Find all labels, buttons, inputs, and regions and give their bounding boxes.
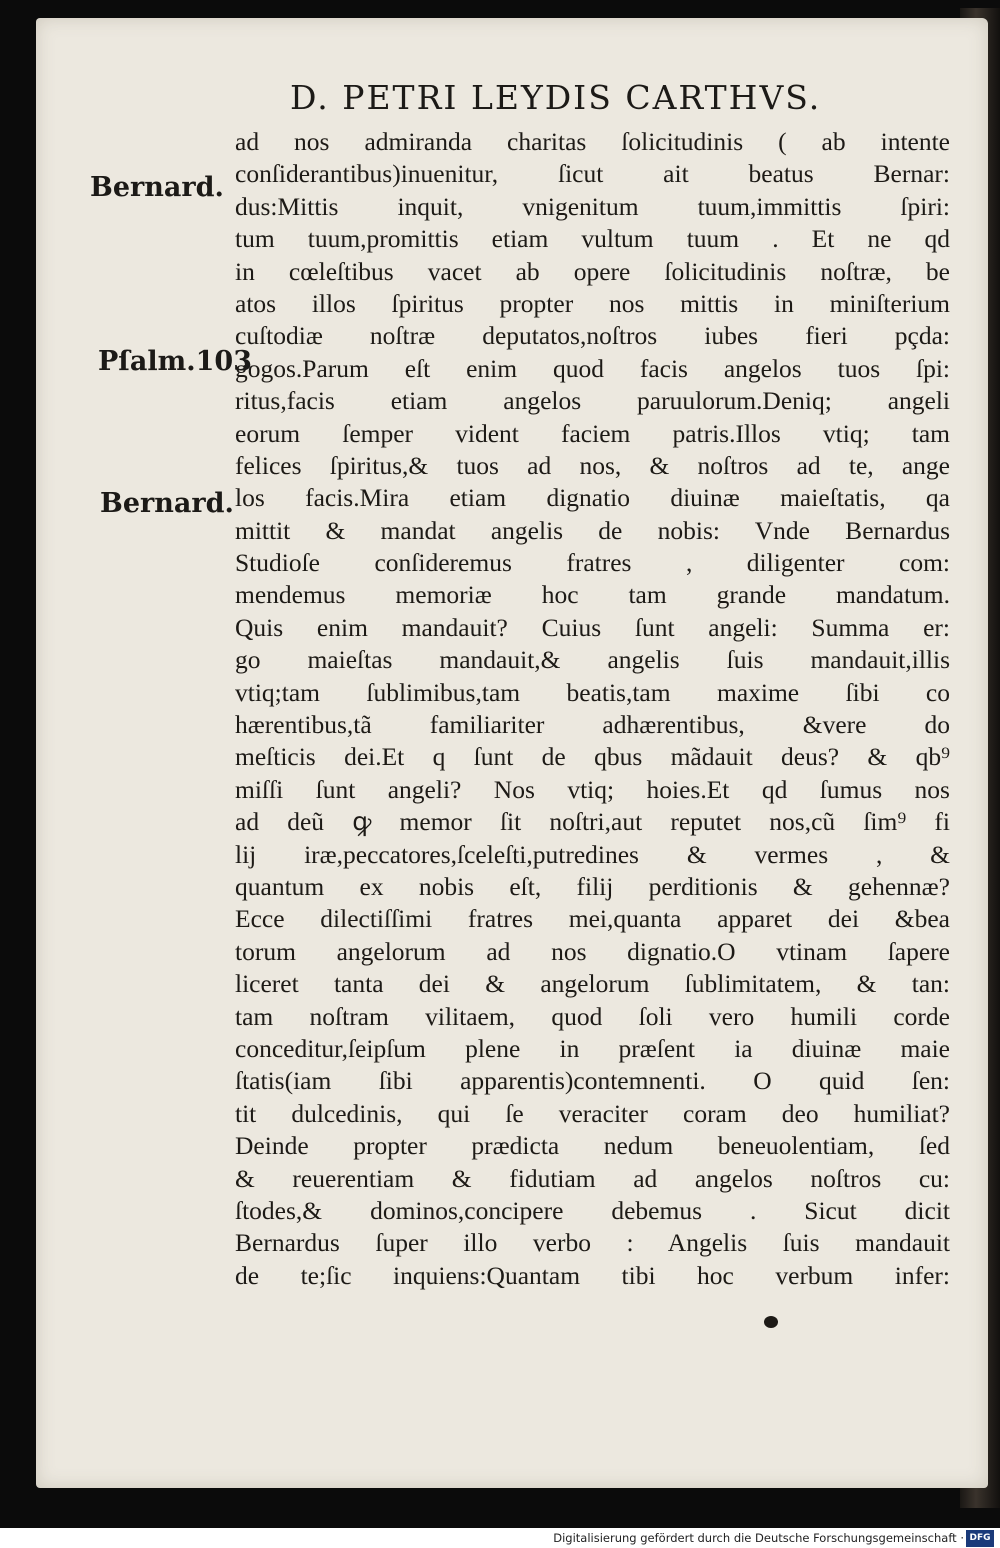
- text-line: eorum ſemper vident faciem patris.Illos vtiq; tam: [235, 418, 950, 448]
- text-line: tit dulcedinis, qui ſe veraciter coram deo humiliat?: [235, 1098, 950, 1128]
- text-line: ad nos admiranda charitas ſolicitudinis ( ab intente: [235, 127, 950, 156]
- text-line: Ecce dilectiſſimi fratres mei,quanta apparet dei &bea: [235, 904, 950, 934]
- text-line: miſſi ſunt angeli? Nos vtiq; hoies.Et qd ſumus nos: [235, 774, 950, 804]
- text-line: torum angelorum ad nos dignatio.O vtinam ſapere: [235, 936, 950, 966]
- text-line: liceret tanta dei & angelorum ſublimitatem, & tan:: [235, 969, 950, 999]
- text-line: mittit & mandat angelis de nobis: Vnde Bernardus: [235, 515, 950, 545]
- body-text-block: [235, 126, 950, 1292]
- text-line: atos illos ſpiritus propter nos mittis in miniſterium: [235, 288, 950, 318]
- text-line: Deinde propter prædicta nedum beneuolentiam, ſed: [235, 1131, 950, 1161]
- margin-note-bernard-2: Bernard.: [100, 488, 234, 519]
- text-line: gogos.Parum eſt enim quod facis angelos tuos ſpi:: [235, 353, 950, 383]
- text-line: de te;ſic inquiens:Quantam tibi hoc verbum infer:: [235, 1260, 950, 1290]
- text-line: in cœleſtibus vacet ab opere ſolicitudinis noſtræ, be: [235, 256, 950, 286]
- text-line: hærentibus,tã familiariter adhærentibus, &vere do: [235, 710, 950, 740]
- text-line: go maieſtas mandauit,& angelis ſuis mandauit,illis: [235, 645, 950, 675]
- text-line: lij iræ,peccatores,ſceleſti,putredines & vermes , &: [235, 839, 950, 869]
- text-line: meſticis dei.Et q ſunt de qbus mãdauit deus? & qb⁹: [235, 742, 950, 772]
- text-line: quantum ex nobis eſt, filij perditionis & gehennæ?: [235, 871, 950, 901]
- text-line: vtiq;tam ſublimibus,tam beatis,tam maxime ſibi co: [235, 677, 950, 707]
- margin-note-psalm: Pſalm.103: [98, 346, 252, 377]
- text-line: Studioſe conſideremus fratres , diligenter com:: [235, 548, 950, 578]
- funding-credit: Digitalisierung gefördert durch die Deutsche Forschungsgemeinschaft ·: [553, 1531, 964, 1545]
- text-line: dus:Mittis inquit, vnigenitum tuum,immittis ſpiri:: [235, 191, 950, 221]
- text-line: Quis enim mandauit? Cuius ſunt angeli: Summa er:: [235, 612, 950, 642]
- text-line: conceditur,ſeipſum plene in præſent ia diuinæ maie: [235, 1033, 950, 1063]
- text-line: & reuerentiam & fidutiam ad angelos noſtros cu:: [235, 1163, 950, 1193]
- running-head: D. PETRI LEYDIS CARTHVS.: [290, 78, 822, 117]
- dfg-logo: DFG: [966, 1530, 994, 1547]
- ink-mark: [764, 1316, 778, 1328]
- text-line: ritus,facis etiam angelos paruulorum.Deniq; angeli: [235, 386, 950, 416]
- text-line: mendemus memoriæ hoc tam grande mandatum.: [235, 580, 950, 610]
- text-line: tum tuum,promittis etiam vultum tuum . Et ne qd: [235, 224, 950, 254]
- text-line: ſtatis(iam ſibi apparentis)contemnenti. O quid ſen:: [235, 1066, 950, 1096]
- margin-note-bernard-1: Bernard.: [90, 172, 224, 203]
- text-line: ſtodes,& dominos,concipere debemus . Sicut dicit: [235, 1195, 950, 1225]
- text-line: tam noſtram vilitaem, quod ſoli vero humili corde: [235, 1001, 950, 1031]
- text-line: Bernardus ſuper illo verbo : Angelis ſuis mandauit: [235, 1228, 950, 1258]
- text-line: felices ſpiritus,& tuos ad nos, & noſtros ad te, ange: [235, 450, 950, 480]
- text-line: ad deũ ꝙ memor ſit noſtri,aut reputet nos,cũ ſim⁹ fi: [235, 807, 950, 837]
- text-line: cuſtodiæ noſtræ deputatos,noſtros iubes fieri pçda:: [235, 321, 950, 351]
- text-line: conſiderantibus)inuenitur, ſicut ait beatus Bernar:: [235, 159, 950, 189]
- text-line: los facis.Mira etiam dignatio diuinæ maieſtatis, qa: [235, 483, 950, 513]
